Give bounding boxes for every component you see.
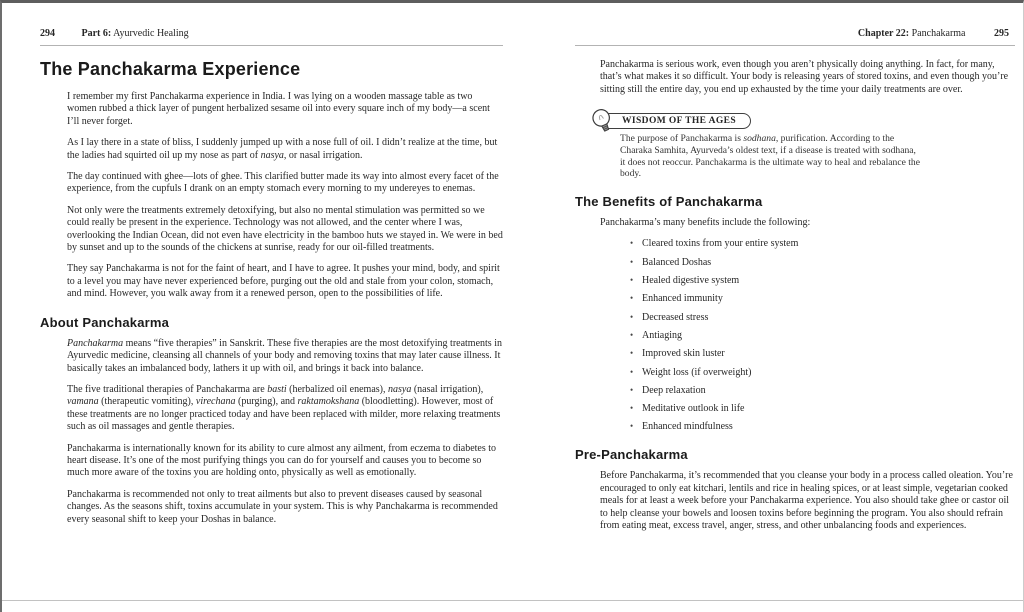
running-header-right xyxy=(575,28,1015,46)
bullet-icon: • xyxy=(630,384,634,395)
bullet-icon: • xyxy=(630,421,634,432)
list-item: • Enhanced immunity xyxy=(630,293,723,305)
bullet-icon: • xyxy=(630,366,634,377)
bullet-icon: • xyxy=(630,311,634,322)
section-heading-benefits: The Benefits of Panchakarma xyxy=(575,194,763,210)
paragraph: They say Panchakarma is not for the faint of heart, and I have to agree. It pushes your mind, body, and spirit to a level you may have never experienced before, purging out the old and stale from your colon, stomach, and mind. However, you walk away from it a renewed person, open to the possibilities of life. xyxy=(67,263,500,300)
benefits-intro: Panchakarma’s many benefits include the following: xyxy=(600,217,811,229)
bullet-icon: • xyxy=(630,293,634,304)
list-item: • Weight loss (if overweight) xyxy=(630,366,752,378)
about-section xyxy=(40,338,503,526)
lightbulb-icon xyxy=(591,107,615,137)
list-item: • Deep relaxation xyxy=(630,384,706,396)
list-item: • Meditative outlook in life xyxy=(630,403,745,415)
page-bottom-edge xyxy=(2,600,1023,601)
bullet-icon: • xyxy=(630,329,634,340)
bullet-icon: • xyxy=(630,275,634,286)
wisdom-text: The purpose of Panchakarma is sodhana, purification. According to the Charaka Samhita, Ayurveda’s oldest text, if a disease is treated with sodhana, it does not reoccur. Panchakarma is the ultimate way to heal and rebalance the body. xyxy=(620,133,920,180)
paragraph: Panchakarma means “five therapies” in Sanskrit. These five therapies are the most detoxifying treatments in Ayurvedic medicine, cleansing all channels of your body and removing toxins that may later cause illness. It basically takes an imbalanced body, lathers it up with oil, and brings it back into balance. xyxy=(67,337,502,374)
running-header-text: Chapter 22: Panchakarma xyxy=(857,28,966,39)
chapter-title: The Panchakarma Experience xyxy=(40,59,301,79)
section-heading-about: About Panchakarma xyxy=(40,314,170,330)
paragraph: Before Panchakarma, it’s recommended that you cleanse your body in a process called oleation. You’re encouraged to only eat kitchari, lentils and rice in healing spices, or at least simple, vegetarian cooked meals for at least a week before your Panchakarma experience. You also should take ghee or castor oil to help cleanse your bowels and loosen toxins before beginning the program. You also should refrain from eating meat, excess travel, anger, stress, and other unbalancing foods and experiences. xyxy=(600,470,1013,532)
wisdom-badge: WISDOM OF THE AGES xyxy=(601,113,751,129)
list-item: • Decreased stress xyxy=(630,311,709,323)
list-item: • Improved skin luster xyxy=(630,348,725,360)
list-item: • Cleared toxins from your entire system xyxy=(630,238,799,250)
paragraph: Not only were the treatments extremely detoxifying, but also no mental stimulation was permitted so we could really be present in the experience. Technology was not allowed, and the center where I was, overlooking the Indian Ocean, did not even have electricity in the bamboo huts we stayed in. We were in bed by sunset and up to the sounds of the chickens at sunrise, ready for our oil-filled treatments. xyxy=(67,204,503,254)
paragraph: Panchakarma is serious work, even though you aren’t physically doing anything. In fact, for many, that’s what makes it so difficult. Your body is releasing years of stored toxins, and even though you’re sitting still the entire day, you end up exhausted by the time your daily treatments are over. xyxy=(600,59,1009,95)
running-header-text: Part 6: Ayurvedic Healing xyxy=(81,28,189,39)
pre-section xyxy=(575,470,1015,532)
opening-section xyxy=(575,59,1015,96)
paragraph: Panchakarma is internationally known for its ability to cure almost any ailment, from eczema to diabetes to heart disease. It’s one of the most purifying things you can do for yourself and causes you to become so much more aware of the toxins you are holding onto, physically as well as emotionally. xyxy=(67,442,497,479)
running-header-left xyxy=(40,28,503,46)
section-heading-pre: Pre-Panchakarma xyxy=(575,447,688,463)
bullet-icon: • xyxy=(630,238,634,249)
bullet-icon: • xyxy=(630,256,634,267)
paragraph: Panchakarma is recommended not only to treat ailments but also to prevent diseases caused by seasonal changes. As the seasons shift, toxins accumulate in your system. This is why Panchakarma is recommended every seasonal shift to keep your Doshas in balance. xyxy=(67,488,498,525)
list-item: • Antiaging xyxy=(630,329,682,341)
page-right xyxy=(575,28,1015,541)
intro-section xyxy=(40,91,503,301)
paragraph: The five traditional therapies of Panchakarma are basti (herbalized oil enemas), nasya (nasal irrigation), vamana (therapeutic vomiting), virechana (purging), and raktamokshana (bloodletting). However, most of these treatments are no longer practiced today and have been replaced with milder, more relaxing treatments such as oil massages and gentle therapies. xyxy=(67,383,501,433)
benefits-list xyxy=(630,238,1015,433)
paragraph: I remember my first Panchakarma experience in India. I was lying on a wooden massage table as two women rubbed a thick layer of pungent herbalized sesame oil into every square inch of my body—a scent I’ll never forget. xyxy=(67,91,490,127)
bullet-icon: • xyxy=(630,403,634,414)
list-item: • Healed digestive system xyxy=(630,275,740,287)
page-left xyxy=(40,28,503,535)
page-number: 295 xyxy=(994,28,1009,39)
paragraph: The day continued with ghee—lots of ghee. This clarified butter made its way into almost every facet of the experience, from the cupfuls I drank on an empty stomach every morning to my undereyes to enemas. xyxy=(67,171,499,195)
wisdom-sidebar xyxy=(593,110,1015,180)
page-number: 294 xyxy=(40,28,55,39)
list-item: • Enhanced mindfulness xyxy=(630,421,733,433)
paragraph: As I lay there in a state of bliss, I suddenly jumped up with a nose full of oil. I didn’t realize at the time, but the ladies had squirted oil up my nose as part of nasya, or nasal irrigation. xyxy=(67,137,498,161)
benefits-section xyxy=(575,217,1015,433)
bullet-icon: • xyxy=(630,348,634,359)
list-item: • Balanced Doshas xyxy=(630,256,712,268)
